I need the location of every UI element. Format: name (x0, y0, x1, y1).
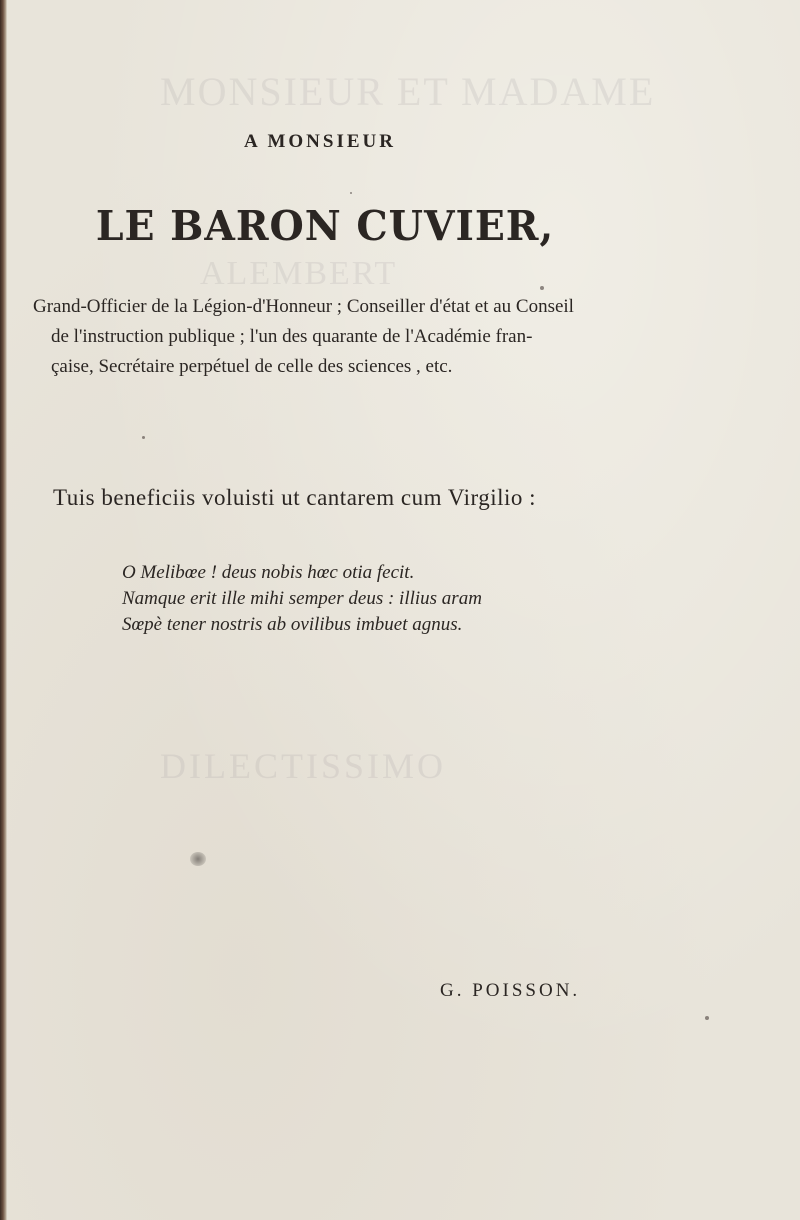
addressee-title: LE BARON CUVIER, (95, 202, 555, 250)
bleed-through-text: ALEMBERT (200, 255, 398, 292)
salutation: A MONSIEUR (244, 131, 396, 152)
bleed-through-text: DILECTISSIMO (160, 746, 446, 786)
virgil-verse (122, 560, 482, 638)
bleed-through-text: MONSIEUR ET MADAME (160, 69, 656, 114)
verse-line: O Melibœe ! deus nobis hœc otia fecit. (122, 562, 415, 583)
honorific-titles (33, 292, 643, 382)
paper-speck (705, 1016, 709, 1020)
titles-line: de l'instruction publique ; l'un des quarante de l'Académie fran- (51, 326, 533, 347)
ink-blot (190, 852, 206, 866)
author-signature: G. POISSON. (440, 980, 581, 1001)
paper-speck (142, 436, 145, 439)
paper-speck (350, 192, 352, 194)
dedication-line: Tuis beneficiis voluisti ut cantarem cum Virgilio : (53, 485, 537, 510)
paper-speck (540, 286, 544, 290)
titles-line: Grand-Officier de la Légion-d'Honneur ; Conseiller d'état et au Conseil (33, 296, 574, 317)
titles-line: çaise, Secrétaire perpétuel de celle des sciences , etc. (51, 356, 453, 377)
verse-line: Sœpè tener nostris ab ovilibus imbuet agnus. (122, 614, 463, 635)
verse-line: Namque erit ille mihi semper deus : illius aram (122, 588, 482, 609)
book-spine-edge (0, 0, 7, 1220)
